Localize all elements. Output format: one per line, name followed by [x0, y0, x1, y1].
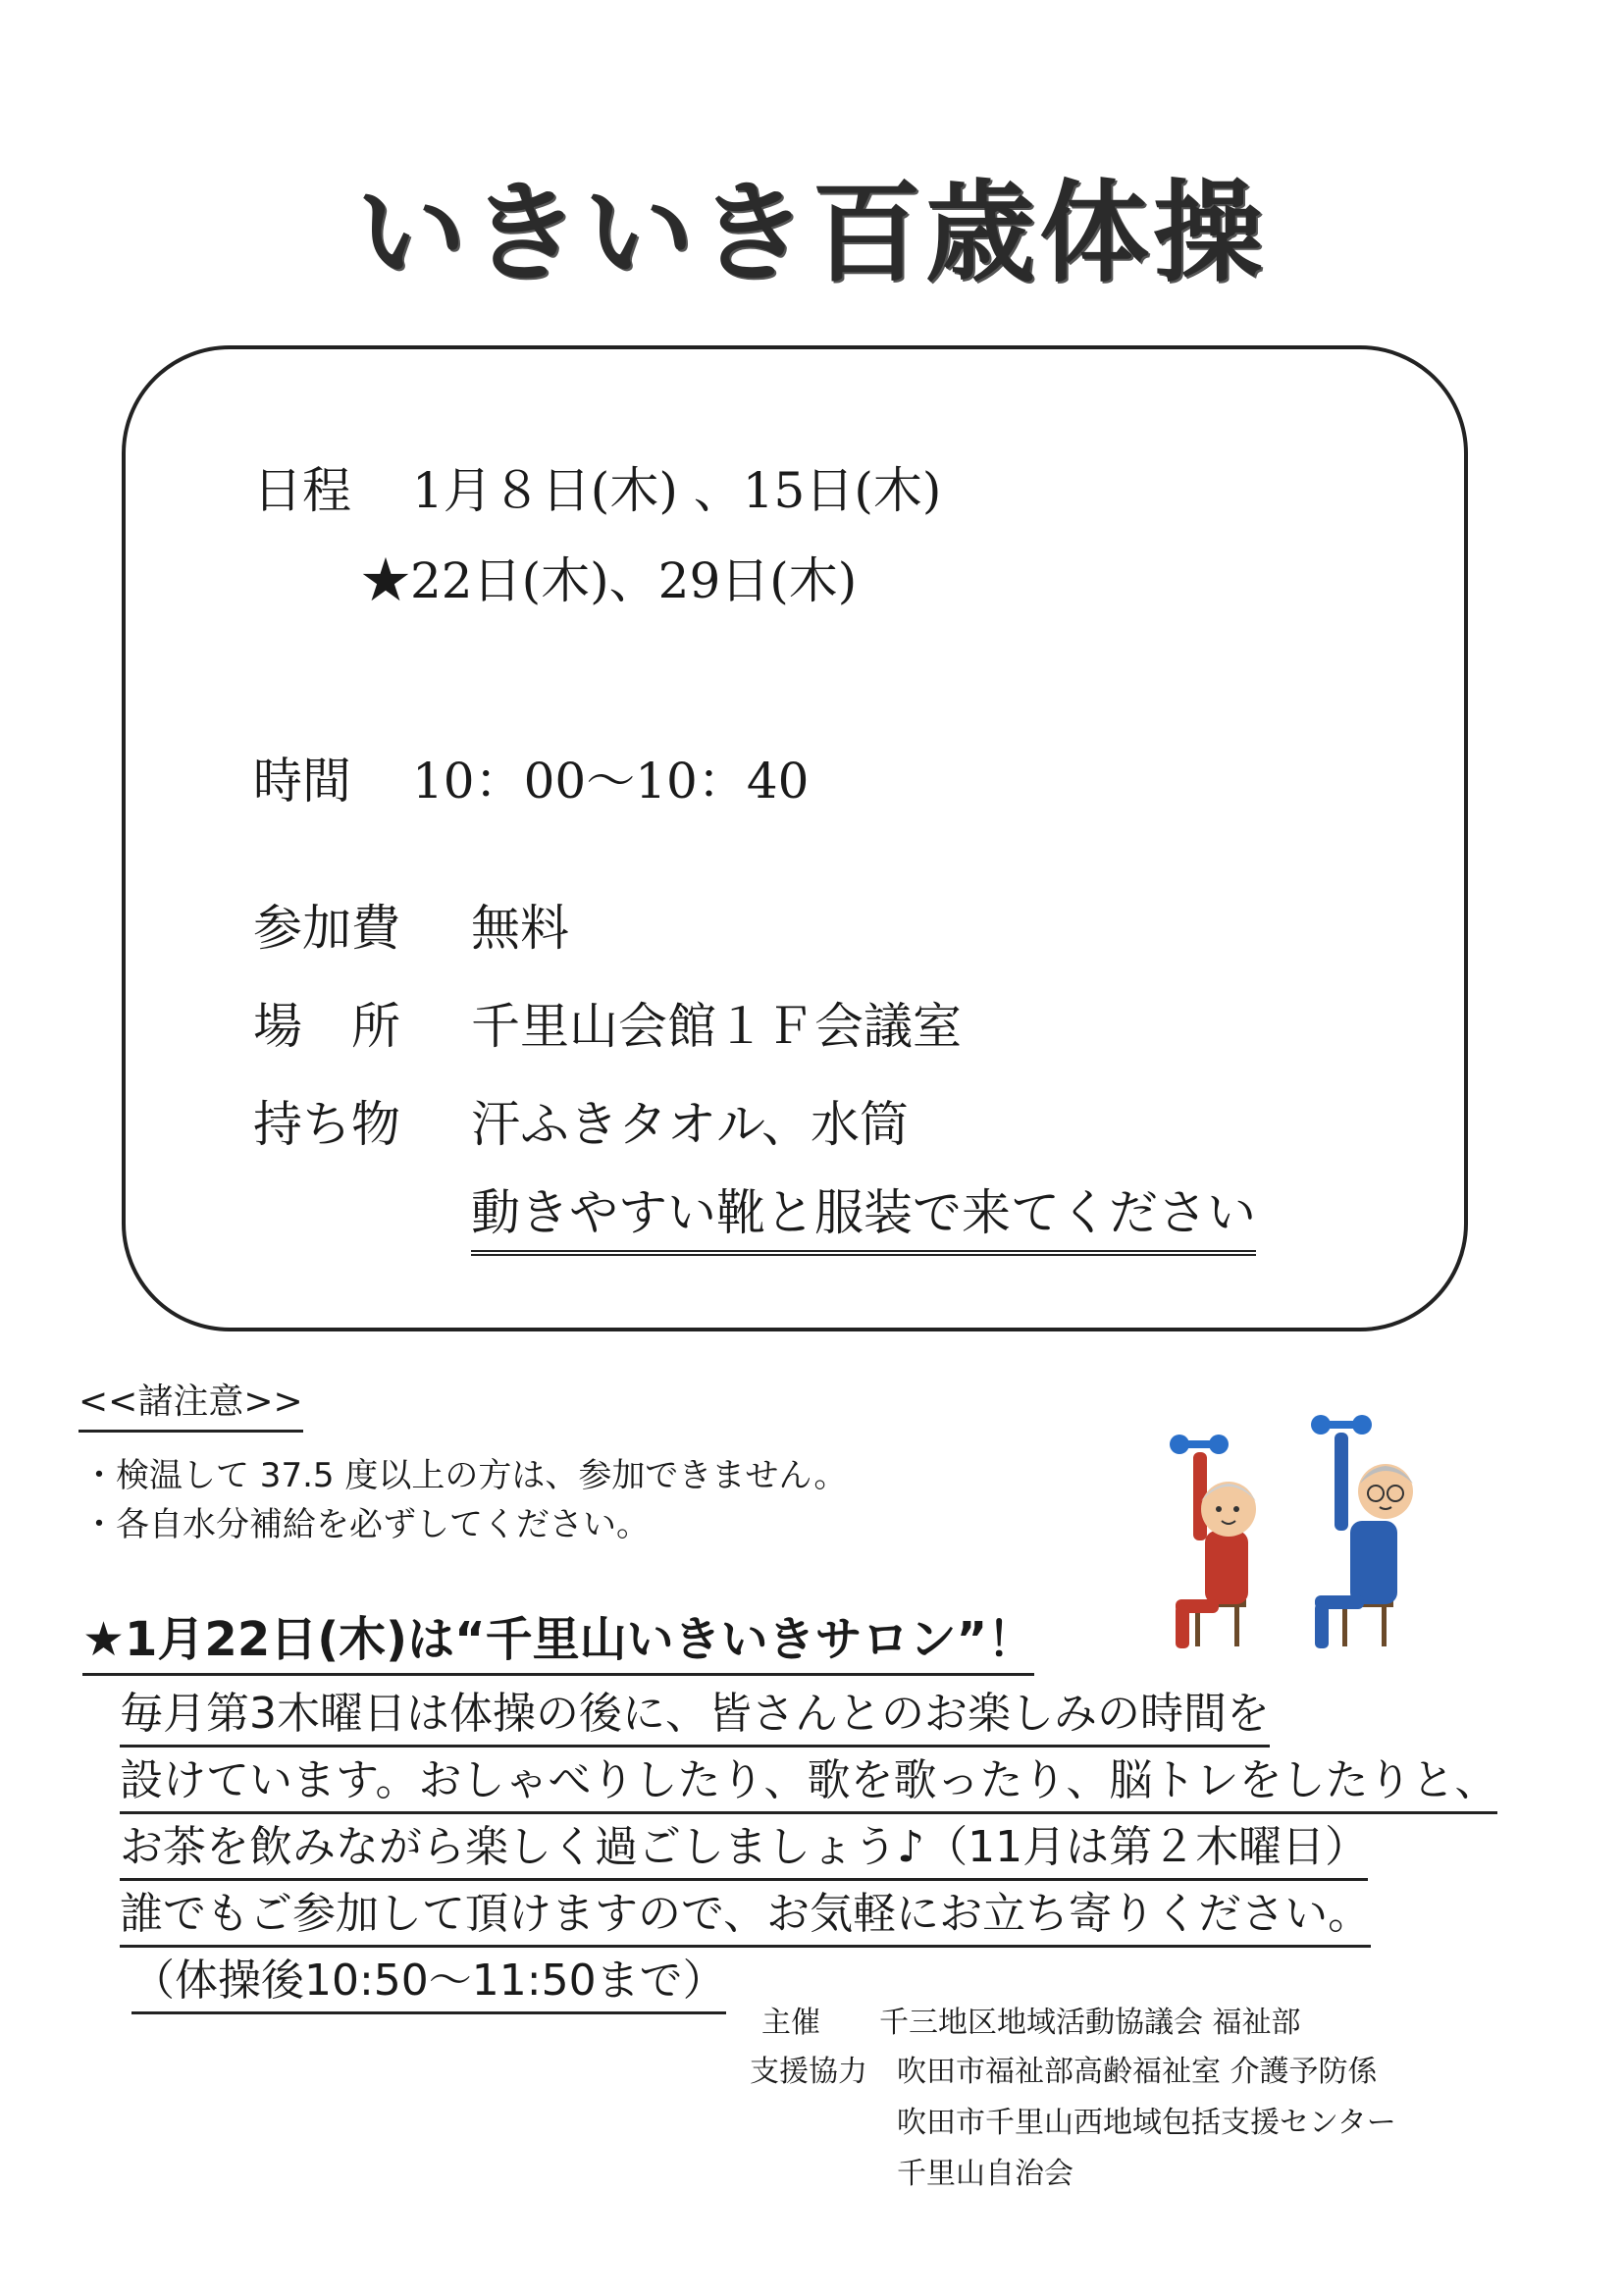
exercise-illustration [1168, 1403, 1462, 1658]
fee-value: 無料 [471, 900, 569, 957]
items-note: 動きやすい靴と服装で来てください [471, 1174, 1256, 1256]
place-value: 千里山会館１Ｆ会議室 [471, 998, 962, 1055]
schedule-dates-line1: 1月８日(木) 、15日(木) [412, 462, 942, 519]
schedule-label: 日程 [253, 462, 351, 519]
support-org: 吹田市千里山西地域包括支援センター [897, 2106, 1396, 2140]
host-name: 千三地区地域活動協議会 福祉部 [879, 2006, 1301, 2040]
items-value: 汗ふきタオル、水筒 [471, 1096, 909, 1153]
time-label: 時間 [253, 753, 351, 809]
caution-item: ・検温して 37.5 度以上の方は、参加できません。 [82, 1456, 848, 1495]
support-org: 千里山自治会 [897, 2157, 1073, 2191]
salon-text-line: 毎月第3木曜日は体操の後に、皆さんとのお楽しみの時間を [120, 1678, 1270, 1748]
schedule-dates-line2: ★22日(木)、29日(木) [361, 552, 858, 609]
page-title: いきいき百歳体操 [356, 170, 1267, 297]
support-org: 吹田市福祉部高齢福祉室 介護予防係 [897, 2055, 1378, 2089]
cautions-heading: <<諸注意>> [79, 1374, 303, 1433]
salon-text-line: お茶を飲みながら楽しく過ごしましょう♪（11月は第２木曜日） [120, 1811, 1368, 1881]
support-label: 支援協力 [750, 2055, 867, 2089]
woman-exercising-figure [1170, 1435, 1256, 1648]
salon-text-line: 設けています。おしゃべりしたり、歌を歌ったり、脳トレをしたりと、 [120, 1745, 1497, 1814]
host-label: 主催 [761, 2006, 820, 2040]
caution-item: ・各自水分補給を必ずしてください。 [82, 1505, 650, 1544]
salon-text-line: （体操後10:50～11:50まで） [131, 1945, 726, 2014]
items-label: 持ち物 [253, 1096, 400, 1153]
place-label: 場 所 [253, 998, 400, 1055]
man-exercising-figure [1311, 1415, 1413, 1648]
salon-heading: ★1月22日(木)は“千里山いきいきサロン”！ [82, 1601, 1034, 1676]
fee-label: 参加費 [253, 900, 400, 957]
time-value: 10：00～10：40 [412, 753, 810, 809]
salon-text-line: 誰でもご参加して頂けますので、お気軽にお立ち寄りください。 [120, 1878, 1371, 1948]
